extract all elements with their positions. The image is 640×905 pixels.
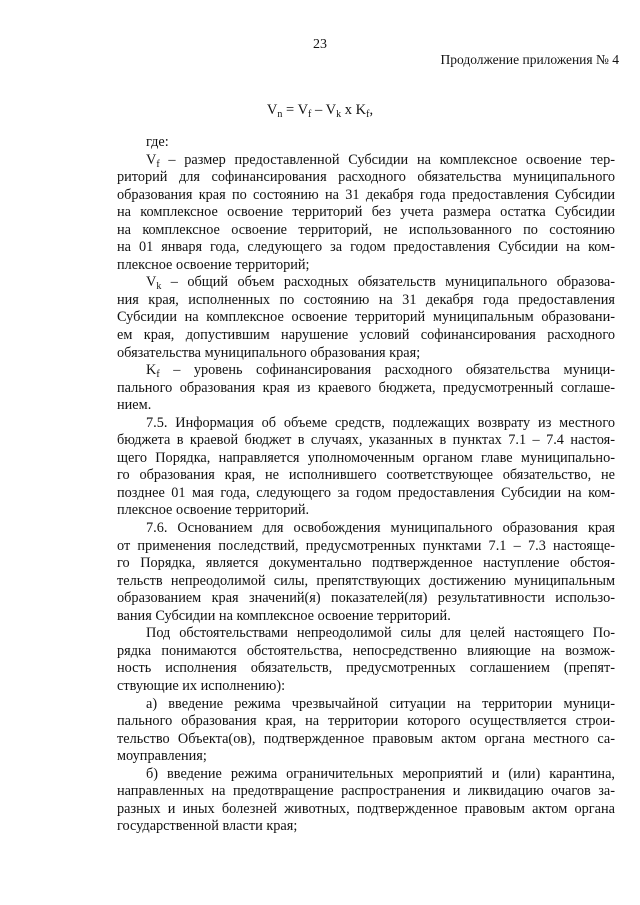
text-line: рядка понимаются обстоятельства, непосредственно влияющие на возмож-: [117, 642, 615, 659]
text-line: обязательства муниципального образования края;: [117, 344, 421, 361]
definition-vk: [117, 274, 615, 362]
text-line: нием.: [117, 397, 152, 414]
text-line: ем края, допустившим нарушение условий софинансирования расходного: [117, 327, 615, 344]
symbol-vf: V: [146, 151, 157, 168]
text-line: [117, 152, 615, 170]
text-line: ствующие их исполнению):: [117, 677, 286, 694]
text-line: государственной власти края;: [117, 818, 298, 835]
text-line: вания Субсидии на комплексное освоение территорий.: [117, 607, 451, 624]
symbol-kf-sub: f: [156, 369, 160, 381]
text-line: пального образования края, на территории которого осуществляется строи-: [117, 713, 615, 730]
symbol-vk: V: [146, 274, 157, 291]
text-line: го Порядка, является документально подтвержденное наступление обстоя-: [117, 555, 615, 572]
text-line: Субсидии на комплексное освоение территорий муниципальным образовани-: [117, 309, 615, 326]
text-line: [117, 274, 615, 292]
text-line: Под обстоятельствами непреодолимой силы для целей настоящего По-: [146, 625, 615, 642]
definition-vf: [117, 152, 615, 275]
paragraph-force-majeure: [117, 625, 615, 695]
text-line: плексное освоение территорий.: [117, 502, 310, 519]
text-line: направленных на предотвращение распространения и ликвидацию очагов за-: [117, 783, 615, 800]
text-line: бюджета в краевой бюджет в случаях, указанных в пунктах 7.1 – 7.4 настоя-: [117, 432, 615, 449]
symbol-vf-sub: f: [156, 158, 160, 170]
text-line: образованием края значений(я) показателей(ля) результативности использо-: [117, 590, 615, 607]
list-item-b: [117, 766, 615, 836]
definition-kf: [117, 362, 615, 415]
text-line: [117, 362, 615, 380]
formula-op1: – V: [311, 102, 337, 118]
text-line: ность исполнения обязательств, предусмотренных соглашением (препят-: [117, 660, 615, 677]
line-text: – уровень софинансирования расходного обязательства муници-: [159, 362, 615, 379]
symbol-kf: K: [146, 362, 157, 379]
text-line: от применения последствий, предусмотренных пунктами 7.1 – 7.3 настояще-: [117, 537, 615, 554]
where-label: где:: [146, 134, 169, 150]
formula-v3-sub: f: [366, 109, 370, 120]
formula-tail: ,: [369, 102, 374, 118]
text-line: 7.5. Информация об объеме средств, подлежащих возврату из местного: [146, 414, 615, 431]
formula-lhs: V: [266, 102, 278, 118]
formula-eq: = V: [282, 102, 309, 118]
text-line: на комплексное освоение территорий без учета размера остатка Субсидии: [117, 204, 615, 221]
text-line: разных и иных болезней животных, подтвержденное правовым актом органа: [117, 800, 615, 817]
text-line: риторий для софинансирования расходного обязательства муниципального: [117, 169, 615, 186]
paragraph-7-5: [117, 415, 615, 520]
formula: [0, 100, 640, 120]
formula-v2-sub: k: [336, 109, 342, 120]
formula-op2: x K: [341, 102, 367, 118]
text-line: плексное освоение территорий;: [117, 256, 310, 273]
page-number: 23: [313, 37, 327, 52]
text-line: на 01 января года, следующего за годом предоставления Субсидии на ком-: [117, 239, 615, 256]
line-text: – размер предоставленной Субсидии на комплексное освоение тер-: [159, 151, 615, 168]
paragraph-7-6: [117, 520, 615, 625]
appendix-continuation-label: Продолжение приложения № 4: [440, 52, 619, 67]
text-line: моуправления;: [117, 748, 207, 765]
text-line: позднее 01 мая года, следующего за годом предоставления Субсидии на ком-: [117, 484, 615, 501]
text-line: пального образования края из краевого бюджета, предусмотренный соглаше-: [117, 379, 615, 396]
formula-v1-sub: f: [308, 109, 312, 120]
text-line: щего Порядка, направляется уполномоченным органом главе муниципально-: [117, 449, 615, 466]
line-text: – общий объем расходных обязательств муниципального образова-: [161, 274, 615, 291]
text-line: а) введение режима чрезвычайной ситуации на территории муници-: [146, 695, 615, 712]
list-item-a: [117, 696, 615, 766]
formula-lhs-sub: n: [277, 109, 283, 120]
text-line: 7.6. Основанием для освобождения муниципального образования края: [146, 520, 615, 537]
text-line: тельств непреодолимой силы, препятствующих достижению муниципальным: [117, 572, 615, 589]
text-line: ния края, исполненных по состоянию на 31 декабря года предоставления: [117, 291, 615, 308]
text-line: на комплексное освоение территорий, не использованного по состоянию: [117, 221, 615, 238]
text-line: б) введение режима ограничительных мероприятий и (или) карантина,: [146, 765, 615, 782]
text-line: го образования края, не исполнившего соответствующее обязательство, не: [117, 467, 615, 484]
text-line: тельство Объекта(ов), подтвержденное правовым актом органа местного са-: [117, 730, 615, 747]
text-line: образования края по состоянию на 31 декабря года предоставления Субсидии: [117, 186, 615, 203]
symbol-vk-sub: k: [156, 281, 162, 293]
body-text: [117, 134, 615, 836]
